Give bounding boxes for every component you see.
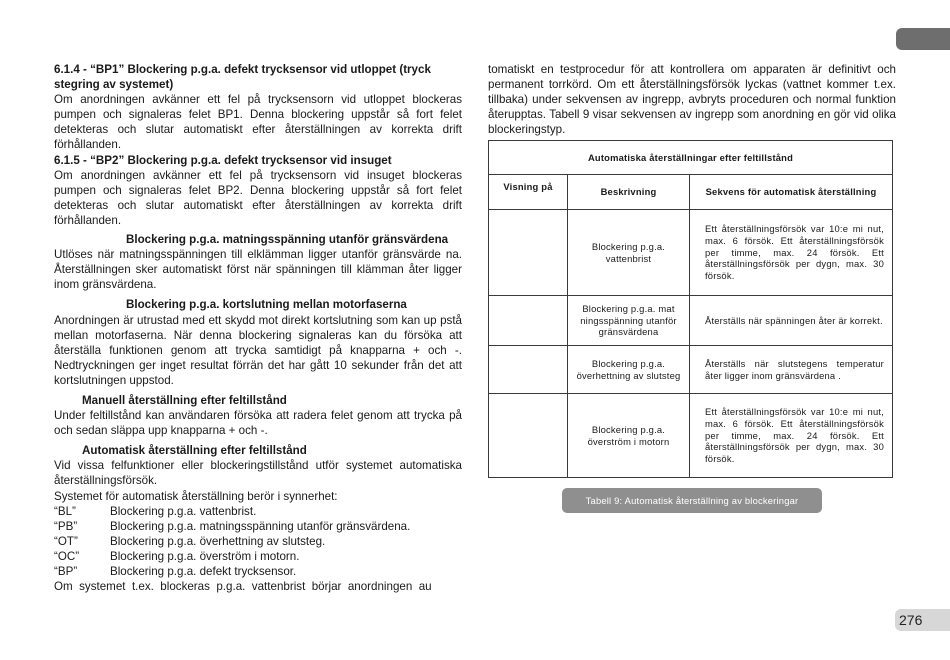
right-column (488, 62, 896, 137)
left-column (54, 62, 462, 594)
description-cell: Blockering p.g.a. överhettning av slutsteg (568, 346, 690, 394)
code-label: “OT” (54, 534, 78, 548)
sequence-cell: Ett återställningsförsök var 10:e mi nut, max. 6 försök. Ett återställningsförsök per timme, max. 24 försök. Ett återställningsförsök per dygn, max. 30 försök. (690, 394, 893, 478)
code-item (54, 564, 462, 579)
visning-cell (489, 346, 568, 394)
code-label: “BP” (54, 565, 78, 578)
column-header-beskrivning: Beskrivning (568, 175, 690, 210)
voltage-heading: Blockering p.g.a. matningsspänning utanför gränsvärdena (126, 233, 449, 247)
code-text: Blockering p.g.a. överhettning av slutsteg. (110, 534, 326, 548)
auto-reset-body: Vid vissa felfunktioner eller blockeringstillstånd utför systemet automatiska återställningsförsök. (54, 459, 462, 488)
page-number: 276 (895, 609, 950, 631)
code-item (54, 549, 462, 564)
code-label: “OC” (54, 549, 80, 563)
auto-reset-heading: Automatisk återställning efter feltillstånd (82, 444, 307, 458)
table-row (489, 296, 893, 346)
description-cell: Blockering p.g.a. vattenbrist (568, 210, 690, 296)
auto-reset-intro: Systemet för automatisk återställning berör i synnerhet: (54, 489, 338, 503)
short-circuit-body: Anordningen är utrustad med ett skydd mot direkt kortslutning som kan up pstå mellan motorfaserna. När denna blockering signaleras kan du försöka att återställa funktionen genom att trycka samtidigt på knapparna + och -. Nedtryckningen ger inget resultat förrän det har gått 10 sekunder från det att kortslutningen uppstod. (54, 313, 462, 387)
section-6-1-4-heading: 6.1.4 - “BP1” Blockering p.g.a. defekt trycksensor vid utloppet (tryck stegring av systemet) (54, 63, 431, 92)
continuation-body: tomatiskt en testprocedur för att kontrollera om apparaten är definitivt och permanent torrkörd. Om ett återställningsförsök lyckas (vattnet kommer t.ex. tillbaka) under sekvensen av ingrepp, avbryts proceduren och normal funktion återupptas. Tabell 9 visar sekvensen av ingrepp som anordning en gör vid olika blockeringstyp. (488, 63, 896, 137)
code-item (54, 504, 462, 519)
table-row (489, 394, 893, 478)
code-text: Blockering p.g.a. överström i motorn. (110, 549, 300, 563)
description-cell: Blockering p.g.a. överström i motorn (568, 394, 690, 478)
description-cell: Blockering p.g.a. mat ningsspänning utanför gränsvärdena (568, 296, 690, 346)
table-row (489, 210, 893, 296)
manual-reset-heading: Manuell återställning efter feltillstånd (82, 393, 287, 407)
visning-cell (489, 210, 568, 296)
table-row (489, 346, 893, 394)
section-6-1-5-body: Om anordningen avkänner ett fel på trycksensorn vid insuget blockeras pumpen och signaleras felet BP2. Denna blockering uppstår så fort felet detekteras och slutar automatiskt efter återställningen av korrekta drift förhållanden. (54, 168, 462, 227)
column-header-visning: Visning på (489, 175, 568, 210)
code-label: “BL” (54, 504, 76, 518)
code-item (54, 534, 462, 549)
tail-body: Om systemet t.ex. blockeras p.g.a. vattenbrist börjar anordningen au (54, 580, 432, 594)
sequence-cell: Återställs när spänningen åter är korrekt. (690, 296, 893, 346)
sequence-cell: Återställs när slutstegens temperatur åter ligger inom gränsvärdena . (690, 346, 893, 394)
column-header-sekvens: Sekvens för automatisk återställning (690, 175, 893, 210)
visning-cell (489, 296, 568, 346)
code-text: Blockering p.g.a. defekt trycksensor. (110, 565, 297, 578)
visning-cell (489, 394, 568, 478)
sequence-cell: Ett återställningsförsök var 10:e mi nut, max. 6 försök. Ett återställningsförsök per timme, max. 24 försök. Ett återställningsförsök per dygn, max. 30 försök. (690, 210, 893, 296)
table-title: Automatiska återställningar efter feltillstånd (489, 141, 893, 175)
code-list (54, 504, 462, 579)
code-label: “PB” (54, 519, 78, 533)
manual-reset-body: Under feltillstånd kan användaren försöka att radera felet genom att trycka på och sedan släppa upp knapparna + och -. (54, 409, 462, 438)
section-6-1-4-body: Om anordningen avkänner ett fel på trycksensorn vid utloppet blockeras pumpen och signaleras felet BP1. Denna blockering uppstår så fort felet detekteras och slutar automatiskt efter återställningen av korrekta drift förhållanden. (54, 93, 462, 152)
code-item (54, 519, 462, 534)
chapter-tab (896, 28, 950, 50)
short-circuit-heading: Blockering p.g.a. kortslutning mellan motorfaserna (126, 298, 407, 312)
table-caption: Tabell 9: Automatisk återställning av blockeringar (562, 488, 822, 513)
code-text: Blockering p.g.a. matningsspänning utanför gränsvärdena. (110, 519, 411, 533)
code-text: Blockering p.g.a. vattenbrist. (110, 504, 257, 518)
auto-reset-table (488, 140, 893, 478)
section-6-1-5-heading: 6.1.5 - “BP2” Blockering p.g.a. defekt trycksensor vid insuget (54, 153, 392, 167)
voltage-body: Utlöses när matningsspänningen till elklämman ligger utanför gränsvärde na. Återställningen sker automatiskt först när spänningen till klämman åter ligger inom gränsvärdena. (54, 248, 462, 292)
